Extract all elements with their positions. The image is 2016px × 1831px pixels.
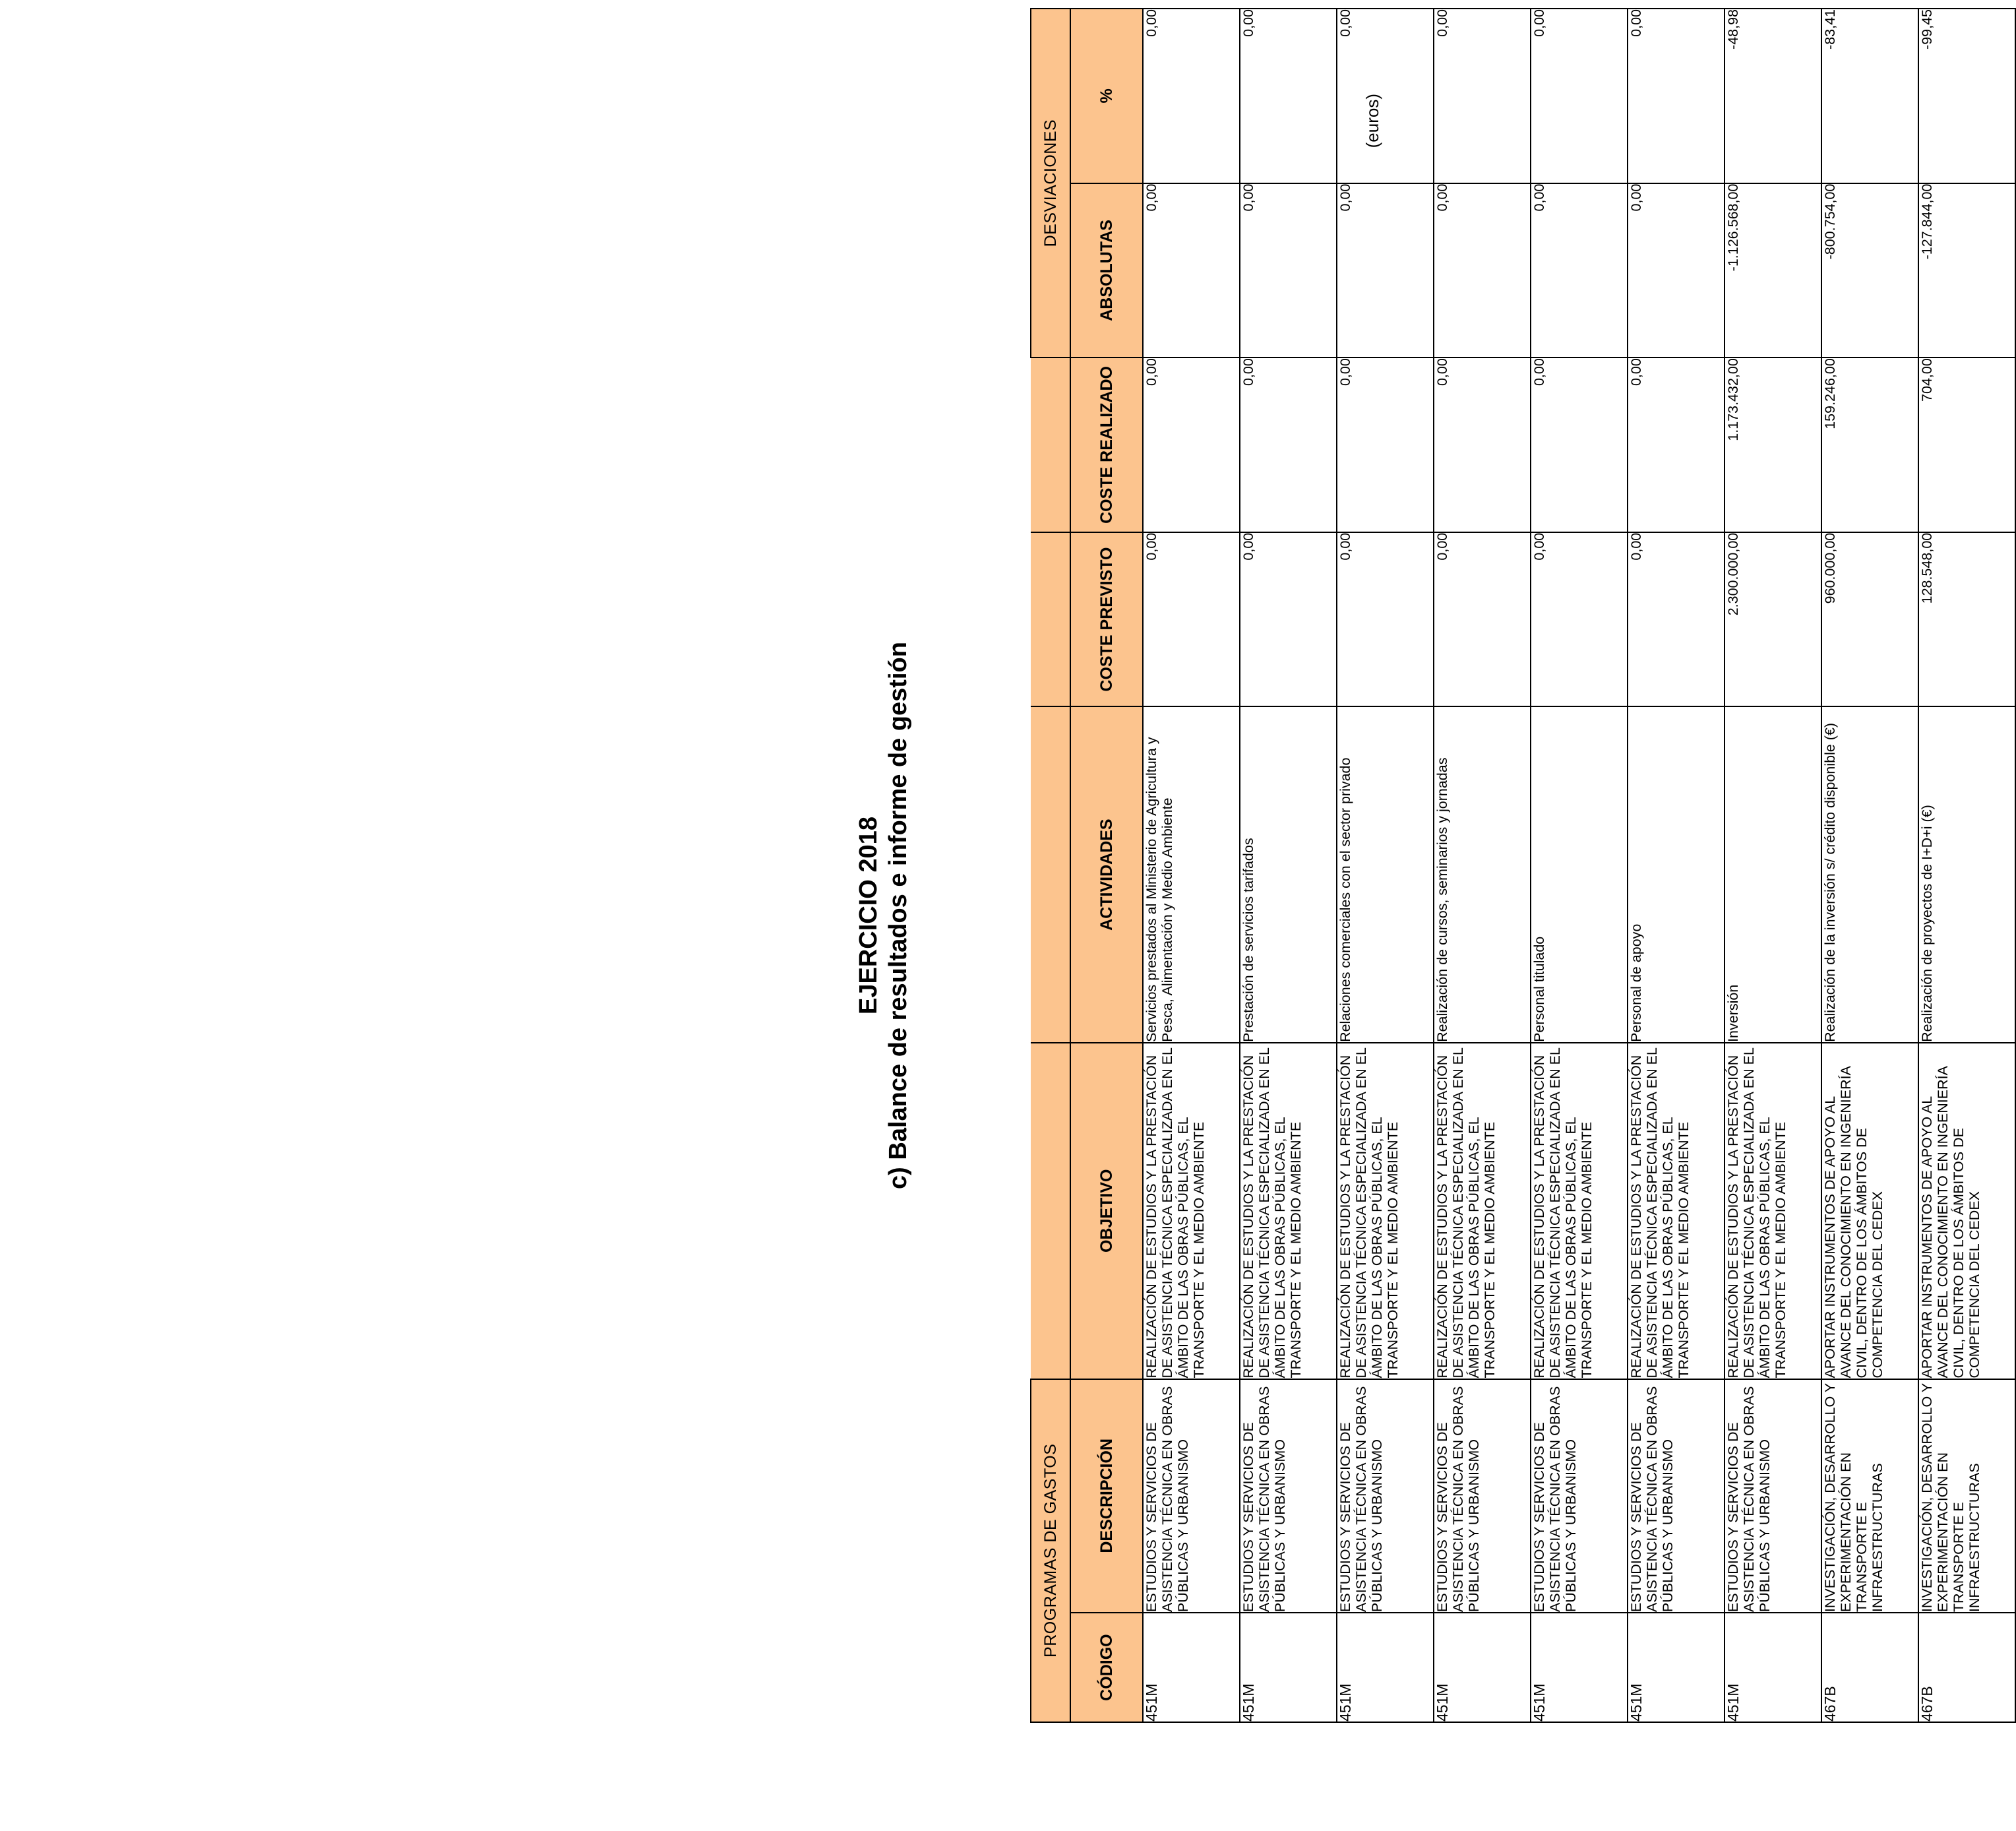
- cell-porcentaje: -99,45: [1918, 9, 2015, 183]
- cell-absolutas: 0,00: [1240, 183, 1337, 358]
- cell-descripcion: ESTUDIOS Y SERVICIOS DE ASISTENCIA TÉCNICA EN OBRAS PÚBLICAS Y URBANISMO: [1531, 1379, 1628, 1613]
- cell-codigo: 451M: [1628, 1613, 1725, 1722]
- table-row: [1628, 9, 1725, 1722]
- cell-codigo: 451M: [1143, 1613, 1240, 1722]
- cell-coste-previsto: 0,00: [1240, 532, 1337, 707]
- group-blank-coste-previsto: [1031, 532, 1070, 707]
- table-row: [1240, 9, 1337, 1722]
- cell-absolutas: 0,00: [1628, 183, 1725, 358]
- cell-actividades: Prestación de servicios tarifados: [1240, 706, 1337, 1043]
- col-objetivo: OBJETIVO: [1070, 1043, 1143, 1379]
- cell-actividades: Personal titulado: [1531, 706, 1628, 1043]
- cell-absolutas: 0,00: [1531, 183, 1628, 358]
- cell-descripcion: ESTUDIOS Y SERVICIOS DE ASISTENCIA TÉCNICA EN OBRAS PÚBLICAS Y URBANISMO: [1434, 1379, 1531, 1613]
- cell-absolutas: -1.126.568,00: [1725, 183, 1821, 358]
- cell-coste-realizado: 0,00: [1337, 357, 1434, 532]
- results-table: [1030, 8, 2016, 1723]
- cell-codigo: 451M: [1434, 1613, 1531, 1722]
- cell-actividades: Personal de apoyo: [1628, 706, 1725, 1043]
- group-blank-actividades: [1031, 706, 1070, 1043]
- table-row: [1337, 9, 1434, 1722]
- cell-porcentaje: 0,00: [1434, 9, 1531, 183]
- cell-objetivo: REALIZACIÓN DE ESTUDIOS Y LA PRESTACIÓN DE ASISTENCIA TÉCNICA ESPECIALIZADA EN EL ÁMBITO DE LAS OBRAS PÚBLICAS, EL TRANSPORTE Y EL MEDIO AMBIENTE: [1434, 1043, 1531, 1379]
- cell-actividades: Inversión: [1725, 706, 1821, 1043]
- cell-codigo: 467B: [1821, 1613, 1918, 1722]
- cell-porcentaje: 0,00: [1628, 9, 1725, 183]
- cell-objetivo: REALIZACIÓN DE ESTUDIOS Y LA PRESTACIÓN DE ASISTENCIA TÉCNICA ESPECIALIZADA EN EL ÁMBITO DE LAS OBRAS PÚBLICAS, EL TRANSPORTE Y EL MEDIO AMBIENTE: [1531, 1043, 1628, 1379]
- cell-codigo: 451M: [1725, 1613, 1821, 1722]
- cell-actividades: Relaciones comerciales con el sector privado: [1337, 706, 1434, 1043]
- cell-codigo: 451M: [1337, 1613, 1434, 1722]
- cell-porcentaje: 0,00: [1143, 9, 1240, 183]
- cell-objetivo: REALIZACIÓN DE ESTUDIOS Y LA PRESTACIÓN DE ASISTENCIA TÉCNICA ESPECIALIZADA EN EL ÁMBITO DE LAS OBRAS PÚBLICAS, EL TRANSPORTE Y EL MEDIO AMBIENTE: [1240, 1043, 1337, 1379]
- cell-coste-previsto: 2.300.000,00: [1725, 532, 1821, 707]
- cell-coste-previsto: 128.548,00: [1918, 532, 2015, 707]
- col-descripcion: DESCRIPCIÓN: [1070, 1379, 1143, 1613]
- table-row: [1143, 9, 1240, 1722]
- cell-descripcion: ESTUDIOS Y SERVICIOS DE ASISTENCIA TÉCNICA EN OBRAS PÚBLICAS Y URBANISMO: [1240, 1379, 1337, 1613]
- cell-coste-realizado: 0,00: [1143, 357, 1240, 532]
- cell-absolutas: 0,00: [1434, 183, 1531, 358]
- cell-actividades: Realización de cursos, seminarios y jornadas: [1434, 706, 1531, 1043]
- cell-codigo: 467B: [1918, 1613, 2015, 1722]
- cell-actividades: Realización de la inversión s/ crédito disponible (€): [1821, 706, 1918, 1043]
- table-row: [1725, 9, 1821, 1722]
- cell-absolutas: -800.754,00: [1821, 183, 1918, 358]
- cell-coste-previsto: 0,00: [1143, 532, 1240, 707]
- cell-objetivo: APORTAR INSTRUMENTOS DE APOYO AL AVANCE DEL CONOCIMIENTO EN INGENIERÍA CIVIL, DENTRO DE LOS ÁMBITOS DE COMPETENCIA DEL CEDEX: [1821, 1043, 1918, 1379]
- page-subtitle: EJERCICIO 2018: [855, 817, 882, 1014]
- cell-actividades: Servicios prestados al Ministerio de Agricultura y Pesca, Alimentación y Medio Ambiente: [1143, 706, 1240, 1043]
- cell-descripcion: ESTUDIOS Y SERVICIOS DE ASISTENCIA TÉCNICA EN OBRAS PÚBLICAS Y URBANISMO: [1143, 1379, 1240, 1613]
- cell-coste-previsto: 0,00: [1337, 532, 1434, 707]
- cell-objetivo: REALIZACIÓN DE ESTUDIOS Y LA PRESTACIÓN DE ASISTENCIA TÉCNICA ESPECIALIZADA EN EL ÁMBITO DE LAS OBRAS PÚBLICAS, EL TRANSPORTE Y EL MEDIO AMBIENTE: [1725, 1043, 1821, 1379]
- group-header-row: [1031, 9, 1070, 1722]
- page-title: c) Balance de resultados e informe de gestión: [884, 642, 912, 1189]
- cell-objetivo: REALIZACIÓN DE ESTUDIOS Y LA PRESTACIÓN DE ASISTENCIA TÉCNICA ESPECIALIZADA EN EL ÁMBITO DE LAS OBRAS PÚBLICAS, EL TRANSPORTE Y EL MEDIO AMBIENTE: [1628, 1043, 1725, 1379]
- cell-coste-realizado: 1.173.432,00: [1725, 357, 1821, 532]
- cell-absolutas: 0,00: [1337, 183, 1434, 358]
- group-blank-coste-realizado: [1031, 357, 1070, 532]
- cell-absolutas: 0,00: [1143, 183, 1240, 358]
- cell-descripcion: ESTUDIOS Y SERVICIOS DE ASISTENCIA TÉCNICA EN OBRAS PÚBLICAS Y URBANISMO: [1337, 1379, 1434, 1613]
- col-coste-previsto: COSTE PREVISTO: [1070, 532, 1143, 707]
- cell-coste-previsto: 0,00: [1434, 532, 1531, 707]
- cell-coste-previsto: 960.000,00: [1821, 532, 1918, 707]
- cell-absolutas: -127.844,00: [1918, 183, 2015, 358]
- cell-porcentaje: -83,41: [1821, 9, 1918, 183]
- cell-porcentaje: -48,98: [1725, 9, 1821, 183]
- group-blank-objetivo: [1031, 1043, 1070, 1379]
- col-codigo: CÓDIGO: [1070, 1613, 1143, 1722]
- cell-actividades: Realización de proyectos de I+D+i (€): [1918, 706, 2015, 1043]
- col-absolutas: ABSOLUTAS: [1070, 183, 1143, 358]
- group-programas-gastos: PROGRAMAS DE GASTOS: [1031, 1379, 1070, 1722]
- cell-coste-previsto: 0,00: [1531, 532, 1628, 707]
- table-row: [1821, 9, 1918, 1722]
- cell-objetivo: REALIZACIÓN DE ESTUDIOS Y LA PRESTACIÓN DE ASISTENCIA TÉCNICA ESPECIALIZADA EN EL ÁMBITO DE LAS OBRAS PÚBLICAS, EL TRANSPORTE Y EL MEDIO AMBIENTE: [1337, 1043, 1434, 1379]
- cell-porcentaje: 0,00: [1531, 9, 1628, 183]
- cell-coste-realizado: 0,00: [1628, 357, 1725, 532]
- cell-codigo: 451M: [1531, 1613, 1628, 1722]
- cell-coste-realizado: 704,00: [1918, 357, 2015, 532]
- group-desviaciones: DESVIACIONES: [1031, 9, 1070, 357]
- col-coste-realizado: COSTE REALIZADO: [1070, 357, 1143, 532]
- cell-coste-realizado: 0,00: [1434, 357, 1531, 532]
- cell-porcentaje: 0,00: [1337, 9, 1434, 183]
- cell-coste-realizado: 0,00: [1531, 357, 1628, 532]
- cell-coste-realizado: 159.246,00: [1821, 357, 1918, 532]
- table-row: [1434, 9, 1531, 1722]
- table-row: [1531, 9, 1628, 1722]
- cell-descripcion: ESTUDIOS Y SERVICIOS DE ASISTENCIA TÉCNICA EN OBRAS PÚBLICAS Y URBANISMO: [1628, 1379, 1725, 1613]
- cell-descripcion: ESTUDIOS Y SERVICIOS DE ASISTENCIA TÉCNICA EN OBRAS PÚBLICAS Y URBANISMO: [1725, 1379, 1821, 1613]
- cell-coste-realizado: 0,00: [1240, 357, 1337, 532]
- col-porcentaje: %: [1070, 9, 1143, 183]
- units-label: (euros): [1362, 94, 1382, 148]
- cell-objetivo: REALIZACIÓN DE ESTUDIOS Y LA PRESTACIÓN DE ASISTENCIA TÉCNICA ESPECIALIZADA EN EL ÁMBITO DE LAS OBRAS PÚBLICAS, EL TRANSPORTE Y EL MEDIO AMBIENTE: [1143, 1043, 1240, 1379]
- cell-descripcion: INVESTIGACIÓN, DESARROLLO Y EXPERIMENTACIÓN EN TRANSPORTE E INFRAESTRUCTURAS: [1918, 1379, 2015, 1613]
- column-header-row: [1070, 9, 1143, 1722]
- col-actividades: ACTIVIDADES: [1070, 706, 1143, 1043]
- cell-porcentaje: 0,00: [1240, 9, 1337, 183]
- cell-codigo: 451M: [1240, 1613, 1337, 1722]
- cell-descripcion: INVESTIGACIÓN, DESARROLLO Y EXPERIMENTACIÓN EN TRANSPORTE E INFRAESTRUCTURAS: [1821, 1379, 1918, 1613]
- cell-objetivo: APORTAR INSTRUMENTOS DE APOYO AL AVANCE DEL CONOCIMIENTO EN INGENIERÍA CIVIL, DENTRO DE LOS ÁMBITOS DE COMPETENCIA DEL CEDEX: [1918, 1043, 2015, 1379]
- cell-coste-previsto: 0,00: [1628, 532, 1725, 707]
- table-row: [1918, 9, 2015, 1722]
